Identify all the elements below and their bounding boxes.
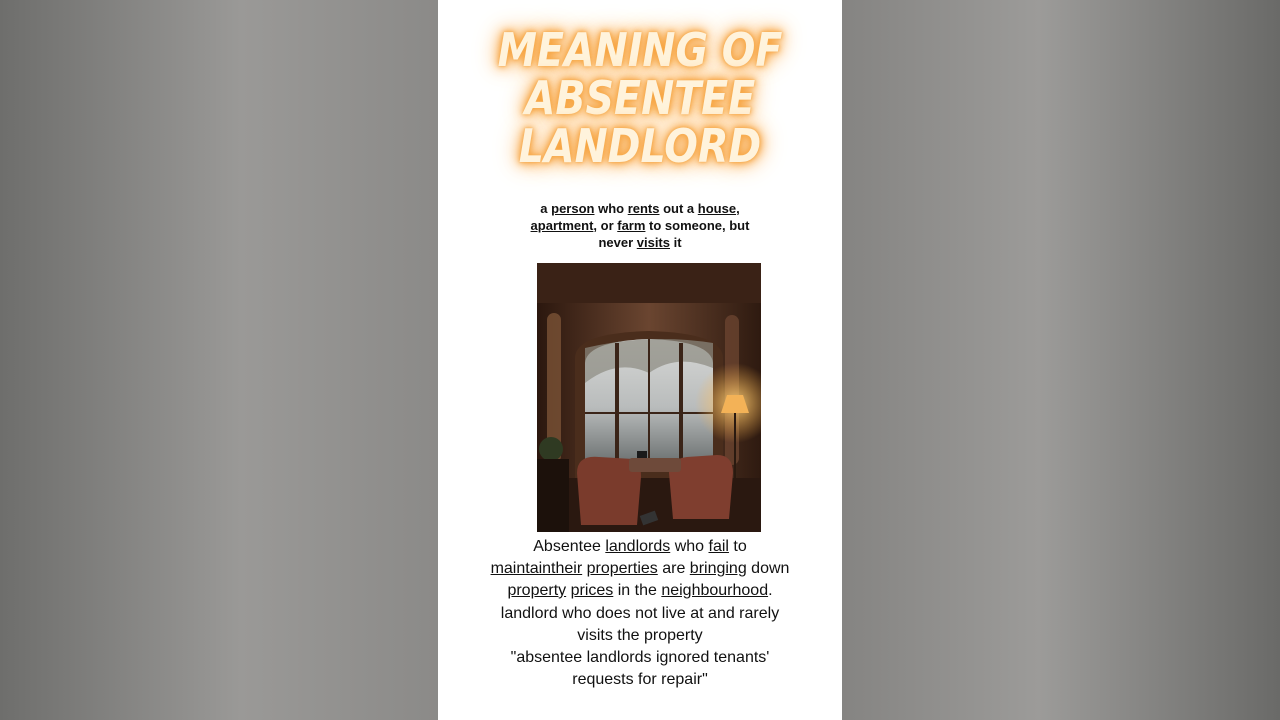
- content-card: [438, 0, 842, 720]
- long-def-line-3: "absentee landlords ignored tenants': [510, 649, 770, 666]
- ex-text: to: [728, 538, 747, 555]
- def-text: a: [540, 201, 552, 216]
- def-text: to someone, but: [645, 218, 750, 233]
- room-photo: [537, 263, 761, 532]
- blurred-background-left: [0, 0, 438, 720]
- long-def-line-2: visits the property: [577, 627, 703, 644]
- def-text: , or: [593, 218, 618, 233]
- long-def-line-1: landlord who does not live at and rarely: [500, 605, 780, 622]
- def-link-house[interactable]: house: [697, 201, 737, 216]
- room-illustration: [537, 263, 761, 532]
- ex-link-bringing[interactable]: bringing: [689, 560, 747, 577]
- ex-link-landlords[interactable]: landlords: [605, 538, 671, 555]
- page-title: [466, 23, 813, 173]
- ex-link-properties[interactable]: properties: [586, 560, 658, 577]
- plant: [539, 437, 563, 461]
- short-definition: [518, 200, 762, 251]
- def-text: it: [670, 235, 682, 250]
- side-table: [537, 459, 569, 532]
- example-sentence: [478, 536, 802, 602]
- def-link-rents[interactable]: rents: [627, 201, 660, 216]
- ex-text: Absentee: [533, 538, 606, 555]
- blurred-background-right: [842, 0, 1280, 720]
- long-def-line-4: requests for repair": [572, 671, 708, 688]
- title-line-2: ABSENTEE: [524, 71, 756, 125]
- def-text: who: [594, 201, 628, 216]
- title-line-3: LANDLORD: [518, 119, 762, 173]
- def-link-visits[interactable]: visits: [636, 235, 670, 250]
- def-link-farm[interactable]: farm: [617, 218, 646, 233]
- ex-text: in the: [613, 582, 662, 599]
- ex-link-property[interactable]: property: [507, 582, 567, 599]
- ex-text: .: [768, 582, 773, 599]
- laptop: [637, 451, 647, 458]
- def-link-person[interactable]: person: [551, 201, 595, 216]
- long-definition: [478, 603, 802, 691]
- def-link-apartment[interactable]: apartment: [530, 218, 594, 233]
- ex-text: down: [746, 560, 790, 577]
- def-text: ,: [736, 201, 740, 216]
- def-text: never: [598, 235, 637, 250]
- ex-link-prices[interactable]: prices: [570, 582, 614, 599]
- title-line-1: MEANING OF: [497, 23, 783, 77]
- window-seat: [629, 458, 681, 472]
- ex-link-fail[interactable]: fail: [708, 538, 729, 555]
- ex-text: who: [670, 538, 709, 555]
- def-text: out a: [659, 201, 698, 216]
- ceiling: [537, 263, 761, 303]
- ex-link-maintaintheir[interactable]: maintaintheir: [490, 560, 583, 577]
- ex-link-neighbourhood[interactable]: neighbourhood: [661, 582, 769, 599]
- ex-text: are: [657, 560, 690, 577]
